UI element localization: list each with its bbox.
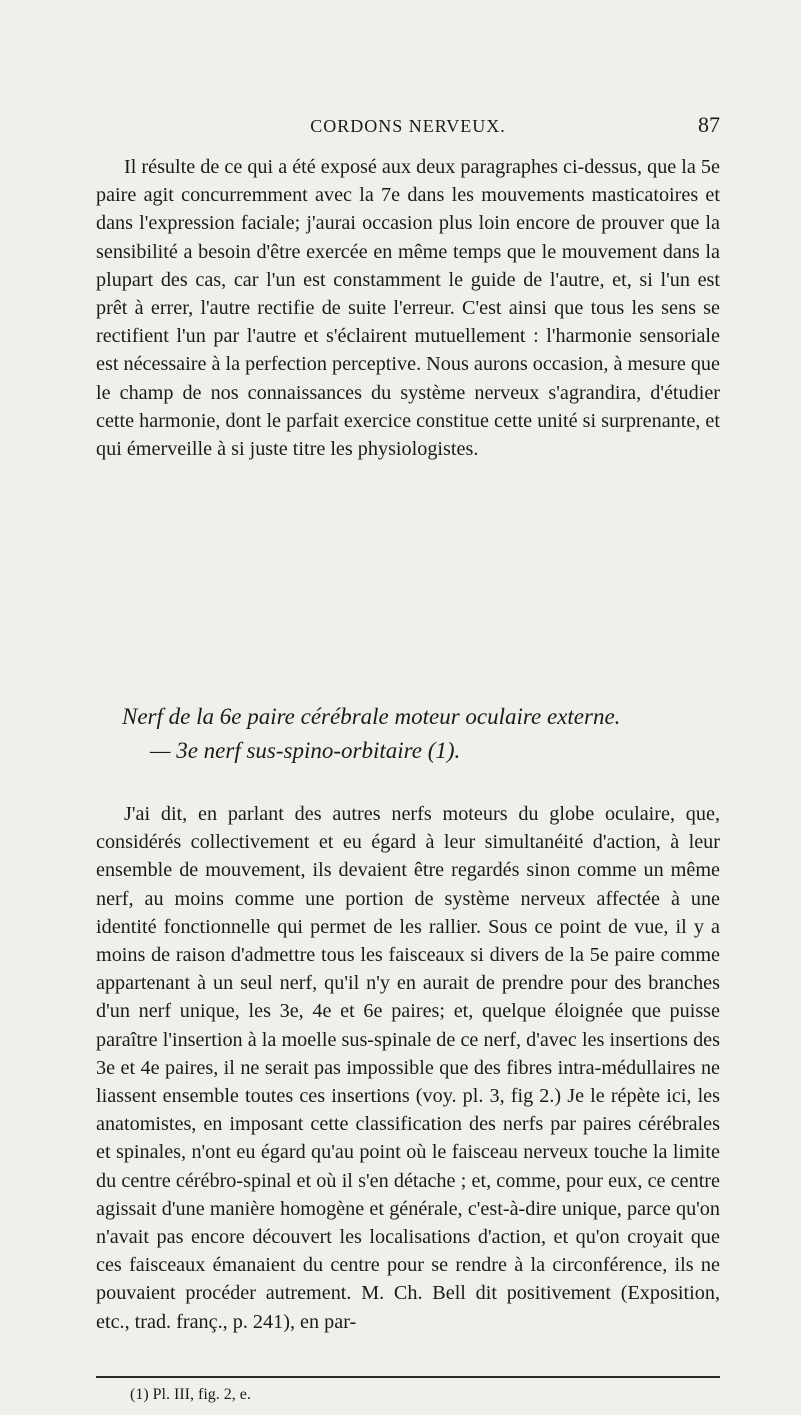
paragraph-2 [96,800,720,1336]
section-heading-line-1: Nerf de la 6e paire cérébrale moteur oculaire externe. [122,704,621,729]
running-title: CORDONS NERVEUX. [310,116,506,136]
paragraph-1-text: Il résulte de ce qui a été exposé aux deux paragraphes ci-dessus, que la 5e paire agit concurremment avec la 7e dans les mouvements masticatoires et dans l'expression faciale; j'aurai occasion plus loin encore de prouver que la sensibilité a besoin d'être exercée en même temps que le mouvement dans la plupart des cas, car l'un est constamment le guide de l'autre, et, si l'un est prêt à errer, l'autre rectifie de suite l'erreur. C'est ainsi que tous les sens se rectifient l'un par l'autre et s'éclairent mutuellement : l'harmonie sensoriale est nécessaire à la perfection perceptive. Nous aurons occasion, à mesure que le champ de nos connaissances du système nerveux s'agrandira, d'étudier cette harmonie, dont le parfait exercice constitue cette unité si surprenante, et qui émerveille à si juste titre les physiologistes. [96,156,720,461]
paragraph-2-text: J'ai dit, en parlant des autres nerfs moteurs du globe oculaire, que, considérés collectivement et eu égard à leur simultanéité d'action, à leur ensemble de mouvement, ils devaient être regardés sinon comme un même nerf, au moins comme une portion de système nerveux affectée à une identité fonctionnelle qui permet de les rallier. Sous ce point de vue, il y a moins de raison d'admettre tous les faisceaux si divers de la 5e paire comme appartenant à un seul nerf, qu'il n'y en aurait de prendre pour des branches d'un nerf unique, les 3e, 4e et 6e paires; et, quelque éloignée que puisse paraître l'insertion à la moelle sus-spinale de ce nerf, d'avec les insertions des 3e et 4e paires, il ne serait pas impossible que des fibres intra-médullaires ne liassent ensemble toutes ces insertions (voy. pl. 3, fig 2.) Je le répète ici, les anatomistes, en imposant cette classification des nerfs par paires cérébrales et spinales, n'ont eu égard qu'au point où le faisceau nerveux touche la limite du centre cérébro-spinal et où il s'en détache ; et, comme, pour eux, ce centre agissait d'une manière homogène et générale, c'est-à-dire unique, parce qu'on n'avait pas encore découvert les localisations d'action, et qu'on croyait que ces faisceaux émanaient du centre pour se rendre à la circonférence, ils ne pouvaient procéder autrement. M. Ch. Bell dit positivement (Exposition, etc., trad. franç., p. 241), en par- [96,803,720,1333]
section-heading-line-2: — 3e nerf sus-spino-orbitaire (1). [150,738,461,763]
paragraph-1 [96,153,720,463]
footnote: (1) Pl. III, fig. 2, e. [130,1386,251,1403]
running-head [96,112,720,142]
section-heading [96,700,720,768]
page-number: 87 [698,112,720,137]
footnote-rule [96,1376,720,1378]
